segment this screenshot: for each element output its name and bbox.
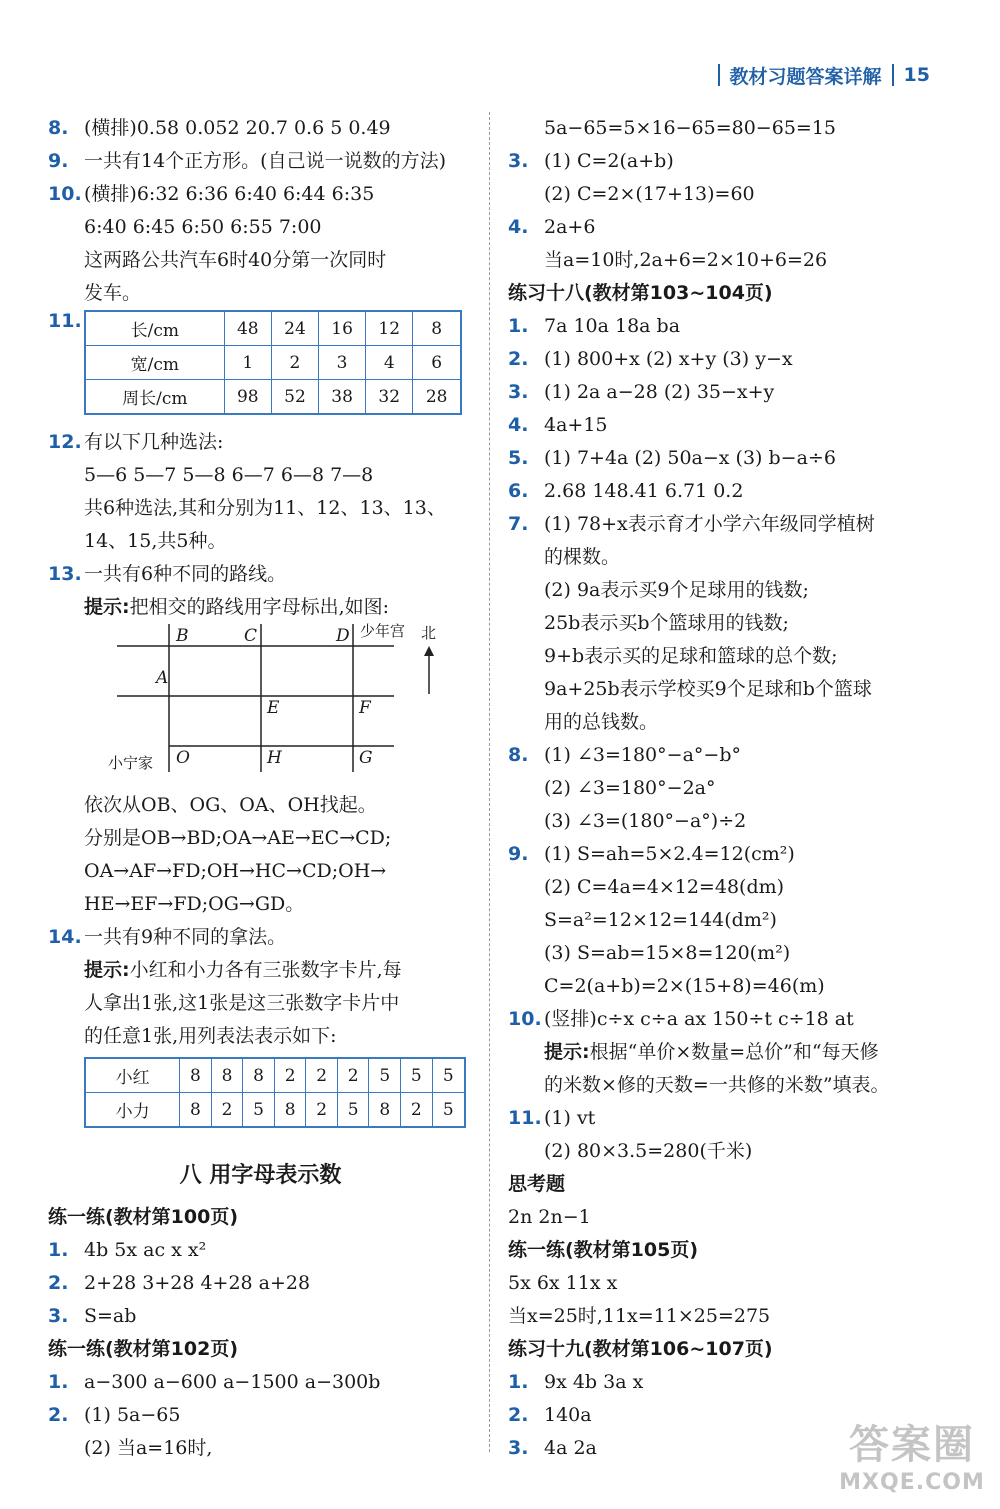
watermark-logo: 答案圈 MXQE.COM (839, 1422, 985, 1495)
answer-8: 8. (横排)0.58 0.052 20.7 0.6 5 0.49 (48, 117, 391, 139)
column-divider (489, 112, 490, 1452)
s2-answer-1: 1. a−300 a−600 a−1500 a−300b (48, 1371, 381, 1393)
section-title: 练习十八(教材第103~104页) (508, 282, 773, 304)
table-cell: 8 (180, 1093, 212, 1128)
answer-line: C=2(a+b)=2×(15+8)=46(m) (544, 975, 825, 997)
answer-line: (2) 9a表示买9个足球用的钱数; (544, 579, 809, 601)
answer-13-line: OA→AF→FD;OH→HC→CD;OH→ (84, 860, 387, 882)
table-cell: 2 (306, 1093, 338, 1128)
table-cell: 8 (369, 1093, 401, 1128)
answer-line: 用的总钱数。 (544, 711, 659, 733)
answer-line: S=a²=12×12=144(dm²) (544, 909, 777, 931)
section-title: 练一练(教材第105页) (508, 1239, 699, 1261)
ex19-answer: 1. 9x 4b 3a x (508, 1371, 644, 1393)
row-header-cell: 周长/cm (85, 380, 224, 415)
label-h: H (267, 748, 282, 768)
left-column (48, 112, 473, 1465)
answer-10-line: 这两路公共汽车6时40分第一次同时 (84, 249, 387, 271)
answer-11: 11. 长/cm 48 24 16 12 8 宽/cm 1 2 3 4 6 周长/cm 98 52 38 32 28 (48, 310, 473, 426)
ex18-answer: 11. (1) vt (508, 1107, 596, 1129)
answer-line: 5x 6x 11x x (508, 1272, 618, 1294)
table-cell: 12 (366, 311, 413, 346)
table-cell: 5 (337, 1093, 369, 1128)
answer-14: 14. 一共有9种不同的拿法。 (48, 926, 287, 948)
s2-answer-2: 2. (1) 5a−65 (48, 1404, 181, 1426)
table-cell: 5 (432, 1058, 465, 1093)
section-title: 练一练(教材第100页) (48, 1206, 239, 1228)
ex18-answer: 10. (竖排)c÷x c÷a ax 150÷t c÷18 at (508, 1008, 854, 1030)
table-row (85, 1093, 465, 1128)
answer-12-line: 5—6 5—7 5—8 6—7 6—8 7—8 (84, 464, 374, 486)
answer-line: 5a−65=5×16−65=80−65=15 (544, 117, 837, 139)
table-cell: 6 (413, 346, 461, 380)
label-f: F (359, 698, 371, 718)
answer-10-line: 发车。 (84, 282, 142, 304)
answer-12-line: 14、15,共5种。 (84, 530, 227, 552)
header-title: 教材习题答案详解 (729, 65, 882, 88)
table-cell: 2 (337, 1058, 369, 1093)
table-cell: 38 (319, 380, 366, 415)
answer-line: 的棵数。 (544, 546, 621, 568)
card-table (84, 1057, 466, 1128)
answer-14-hint: 提示:小红和小力各有三张数字卡片,每 (84, 959, 402, 981)
answer-4: 4. 2a+6 (508, 216, 596, 238)
answer-14-table (48, 1053, 473, 1151)
label-c: C (244, 626, 258, 646)
table-cell: 2 (274, 1058, 306, 1093)
ex18-answer: 5. (1) 7+4a (2) 50a−x (3) b−a÷6 (508, 447, 836, 469)
answer-line: (2) 80×3.5=280(千米) (544, 1140, 753, 1162)
answer-14-line: 的任意1张,用列表法表示如下: (84, 1025, 337, 1047)
answer-line: (2) ∠3=180°−2a° (544, 777, 716, 799)
ex18-answer: 2. (1) 800+x (2) x+y (3) y−x (508, 348, 793, 370)
answer-line: (2) C=2×(17+13)=60 (544, 183, 755, 205)
table-cell: 24 (271, 311, 318, 346)
header-divider (892, 64, 894, 86)
ex18-answer: 3. (1) 2a a−28 (2) 35−x+y (508, 381, 775, 403)
answer-14-line: 人拿出1张,这1张是这三张数字卡片中 (84, 992, 400, 1014)
ex18-answer: 9. (1) S=ah=5×2.4=12(cm²) (508, 843, 795, 865)
answer-13-hint: 提示:把相交的路线用字母标出,如图: (84, 596, 390, 618)
answer-line: 25b表示买b个篮球用的钱数; (544, 612, 789, 634)
answer-10: 10. (横排)6:32 6:36 6:40 6:44 6:35 (48, 183, 375, 205)
table-row (85, 1058, 465, 1093)
answer-line: (3) ∠3=(180°−a°)÷2 (544, 810, 747, 832)
ex19-answer: 2. 140a (508, 1404, 592, 1426)
answer-line: 当a=10时,2a+6=2×10+6=26 (544, 249, 828, 271)
answer-line: 的米数×修的天数=一共修的米数”填表。 (544, 1074, 890, 1096)
label-d: D (336, 626, 350, 646)
table-cell: 48 (224, 311, 271, 346)
row-header-cell: 小红 (85, 1058, 180, 1093)
answer-13-line: HE→EF→FD;OG→GD。 (84, 893, 305, 915)
ex18-answer: 6. 2.68 148.41 6.71 0.2 (508, 480, 744, 502)
answer-12-line: 共6种选法,其和分别为11、12、13、13、 (84, 497, 446, 519)
rectangle-table (84, 310, 462, 415)
answer-line: (3) S=ab=15×8=120(m²) (544, 942, 791, 964)
ex18-answer: 1. 7a 10a 18a ba (508, 315, 681, 337)
table-cell: 4 (366, 346, 413, 380)
right-column (508, 112, 948, 1465)
answer-line: (2) C=4a=4×12=48(dm) (544, 876, 785, 898)
label-home: 小宁家 (108, 754, 154, 772)
ex18-answer: 7. (1) 78+x表示育才小学六年级同学植树 (508, 513, 875, 535)
row-header-cell: 长/cm (85, 311, 224, 346)
answer-13: 13. 一共有6种不同的路线。 (48, 563, 287, 585)
table-cell: 1 (224, 346, 271, 380)
answer-line: 2n 2n−1 (508, 1206, 591, 1228)
row-header-cell: 宽/cm (85, 346, 224, 380)
table-cell: 8 (180, 1058, 212, 1093)
chapter-title: 八 用字母表示数 (179, 1163, 342, 1188)
table-cell: 2 (271, 346, 318, 380)
table-cell: 28 (413, 380, 461, 415)
page-number: 15 (903, 64, 930, 86)
answer-13-line: 分别是OB→BD;OA→AE→EC→CD; (84, 827, 392, 849)
answer-12: 12. 有以下几种选法: (48, 431, 224, 453)
section-title: 练习十九(教材第106~107页) (508, 1338, 773, 1360)
page-header (708, 58, 930, 92)
label-b: B (176, 626, 189, 646)
table-cell: 32 (366, 380, 413, 415)
table-cell: 2 (401, 1093, 433, 1128)
table-cell: 8 (413, 311, 461, 346)
label-o: O (176, 748, 190, 768)
header-divider (718, 64, 720, 86)
table-cell: 98 (224, 380, 271, 415)
table-cell: 5 (369, 1058, 401, 1093)
answer-line: 9+b表示买的足球和篮球的总个数; (544, 645, 838, 667)
s2-answer-2-line: (2) 当a=16时, (84, 1437, 213, 1459)
route-diagram (84, 624, 473, 789)
table-row (85, 311, 461, 346)
ex18-answer: 4. 4a+15 (508, 414, 608, 436)
ex18-answer: 8. (1) ∠3=180°−a°−b° (508, 744, 741, 766)
answer-10-line: 6:40 6:45 6:50 6:55 7:00 (84, 216, 322, 238)
answer-9: 9. 一共有14个正方形。(自己说一说数的方法) (48, 150, 447, 172)
s1-answer-3: 3. S=ab (48, 1305, 137, 1327)
label-g: G (359, 748, 373, 768)
answer-13-line: 依次从OB、OG、OA、OH找起。 (84, 794, 377, 816)
row-header-cell: 小力 (85, 1093, 180, 1128)
table-cell: 5 (243, 1093, 275, 1128)
section-title: 练一练(教材第102页) (48, 1338, 239, 1360)
table-row (85, 346, 461, 380)
label-youth-palace: 少年宫 (360, 622, 406, 640)
ex19-answer: 3. 4a 2a (508, 1437, 597, 1459)
table-cell: 16 (319, 311, 366, 346)
label-e: E (267, 698, 280, 718)
table-cell: 8 (211, 1058, 243, 1093)
table-cell: 5 (401, 1058, 433, 1093)
table-cell: 8 (274, 1093, 306, 1128)
s1-answer-1: 1. 4b 5x ac x x² (48, 1239, 207, 1261)
label-a: A (156, 668, 169, 688)
table-cell: 8 (243, 1058, 275, 1093)
table-row (85, 380, 461, 415)
answer-line: 9a+25b表示学校买9个足球和b个篮球 (544, 678, 872, 700)
answer-3: 3. (1) C=2(a+b) (508, 150, 674, 172)
table-cell: 2 (211, 1093, 243, 1128)
label-north: 北 (421, 624, 437, 642)
table-cell: 2 (306, 1058, 338, 1093)
answer-hint: 提示:根据“单价×数量=总价”和“每天修 (544, 1041, 879, 1063)
answer-line: 当x=25时,11x=11×25=275 (508, 1305, 771, 1327)
section-title: 思考题 (508, 1173, 566, 1195)
table-cell: 3 (319, 346, 366, 380)
table-cell: 5 (432, 1093, 465, 1128)
table-cell: 52 (271, 380, 318, 415)
s1-answer-2: 2. 2+28 3+28 4+28 a+28 (48, 1272, 311, 1294)
